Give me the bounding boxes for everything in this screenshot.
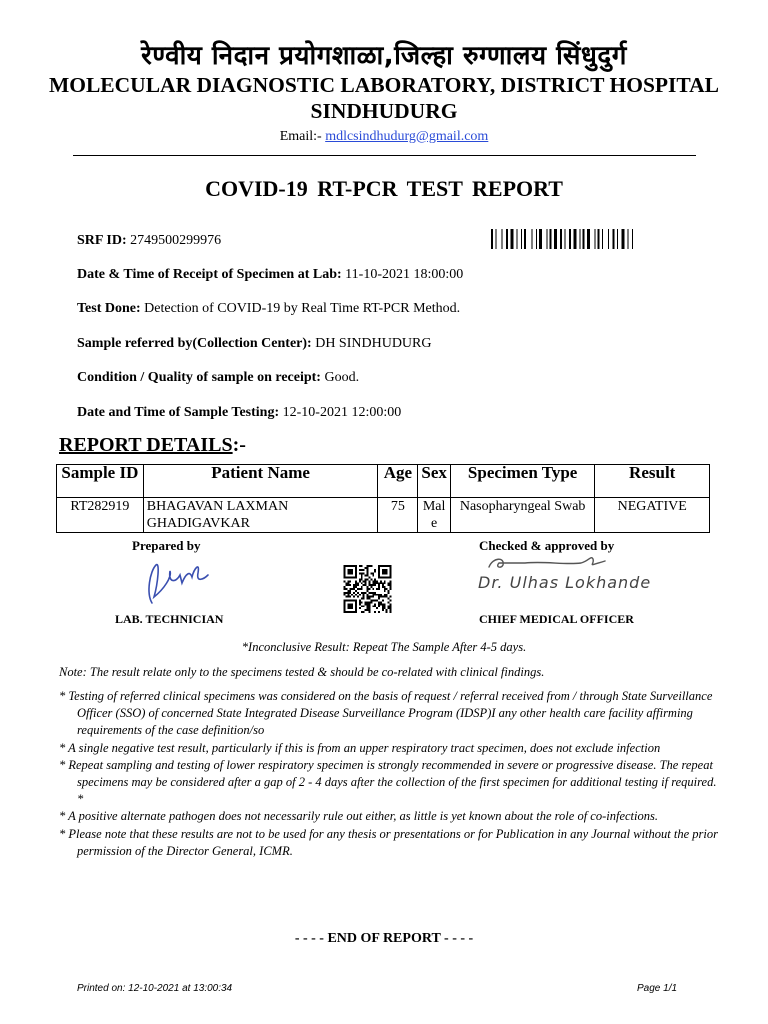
test-done-field	[77, 301, 460, 317]
report-title: COVID-19 RT-PCR TEST REPORT	[205, 176, 563, 201]
results-table	[56, 464, 710, 533]
condition-value: Good.	[320, 370, 360, 385]
technician-signature-image	[142, 553, 212, 609]
srf-id-value: 2749500299976	[126, 233, 222, 248]
col-age: Age	[378, 465, 418, 498]
report-details-heading	[59, 434, 246, 457]
page-number: Page 1/1	[637, 983, 678, 994]
prepared-by-label: Prepared by	[132, 538, 201, 553]
printed-on: Printed on: 12-10-2021 at 13:00:34	[77, 983, 233, 994]
receipt-date-value: 11-10-2021 18:00:00	[341, 267, 464, 282]
cell-sex: Male	[418, 498, 451, 533]
cell-result: NEGATIVE	[595, 498, 710, 533]
hindi-lab-title: रेण्वीय निदान प्रयोगशाळा,जिल्हा रुग्णालय सिंधुदुर्ग	[141, 41, 627, 71]
srf-id-field	[77, 233, 221, 249]
testing-date-label: Date and Time of Sample Testing:	[77, 405, 280, 420]
report-details-heading-text: REPORT DETAILS	[59, 434, 233, 456]
barcode-image	[491, 229, 671, 249]
officer-signature-image	[485, 553, 615, 573]
srf-id-label: SRF ID:	[77, 233, 127, 248]
results-header-row	[57, 465, 710, 498]
lab-name-line1: MOLECULAR DIAGNOSTIC LABORATORY, DISTRICT HOSPITAL	[48, 73, 720, 97]
col-sample-id: Sample ID	[57, 465, 144, 498]
lab-name-line2: SINDHUDURG	[310, 99, 458, 123]
condition-field	[77, 370, 359, 386]
email-line	[0, 129, 768, 145]
testing-date-field	[77, 405, 401, 421]
lab-name	[0, 72, 768, 124]
chief-officer-label: CHIEF MEDICAL OFFICER	[479, 612, 634, 626]
col-sex: Sex	[418, 465, 451, 498]
test-done-label: Test Done:	[77, 301, 141, 316]
col-result: Result	[595, 465, 710, 498]
email-link[interactable]: mdlcsindhudurg@gmail.com	[325, 129, 489, 144]
disclaimer-list	[59, 688, 719, 860]
report-details-heading-suffix: :-	[232, 434, 246, 456]
disclaimer-item: * A single negative test result, particularly if this is from an upper respiratory tract specimen, does not exclude infection	[59, 740, 661, 755]
lab-technician-label: LAB. TECHNICIAN	[115, 612, 224, 626]
receipt-date-label: Date & Time of Receipt of Specimen at Lab:	[77, 267, 342, 282]
testing-date-value: 12-10-2021 12:00:00	[279, 405, 402, 420]
referred-by-value: DH SINDHUDURG	[311, 336, 432, 351]
cell-sample-id: RT282919	[57, 498, 144, 533]
condition-label: Condition / Quality of sample on receipt:	[77, 370, 321, 385]
clinical-note: Note: The result relate only to the specimens tested & should be co-related with clinical findings.	[59, 665, 545, 679]
receipt-date-field	[77, 267, 463, 283]
disclaimer-item: * A positive alternate pathogen does not necessarily rule out either, as little is yet known about the role of co-infections.	[59, 809, 658, 824]
cell-age: 75	[378, 498, 418, 533]
table-row	[57, 498, 710, 533]
email-label: Email:-	[279, 129, 326, 144]
end-of-report: - - - - END OF REPORT - - - -	[294, 931, 474, 946]
header-divider	[73, 155, 696, 156]
referred-by-label: Sample referred by(Collection Center):	[77, 336, 312, 351]
cell-patient-name: BHAGAVAN LAXMAN GHADIGAVKAR	[143, 498, 378, 533]
test-done-value: Detection of COVID-19 by Real Time RT-PCR Method.	[140, 301, 461, 316]
cell-specimen-type: Nasopharyngeal Swab	[450, 498, 595, 533]
checked-approved-label: Checked & approved by	[479, 538, 615, 553]
col-patient-name: Patient Name	[143, 465, 378, 498]
officer-signature-name: Dr. Ulhas Lokhande	[478, 573, 652, 592]
qr-code-image	[343, 565, 392, 613]
inconclusive-note: *Inconclusive Result: Repeat The Sample After 4-5 days.	[241, 640, 527, 654]
col-specimen-type: Specimen Type	[450, 465, 595, 498]
disclaimer-item: * Repeat sampling and testing of lower respiratory specimen is strongly recommended in severe or progressive disease. The repeat specimens may be considered after a gap of 2 - 4 days after the collection of the first specimen for additional testing if required. *	[59, 757, 717, 807]
disclaimer-item: * Testing of referred clinical specimens was considered on the basis of request / referral received from / through State Surveillance Officer (SSO) of concerned State Integrated Disease Surveillance Program (IDSP)I any other health care facility affirming requirements of the case definition/so	[59, 689, 713, 738]
disclaimer-item: * Please note that these results are not to be used for any thesis or presentations or for Publication in any Journal without the prior permission of the Director General, ICMR.	[59, 826, 718, 858]
referred-by-field	[77, 336, 431, 352]
